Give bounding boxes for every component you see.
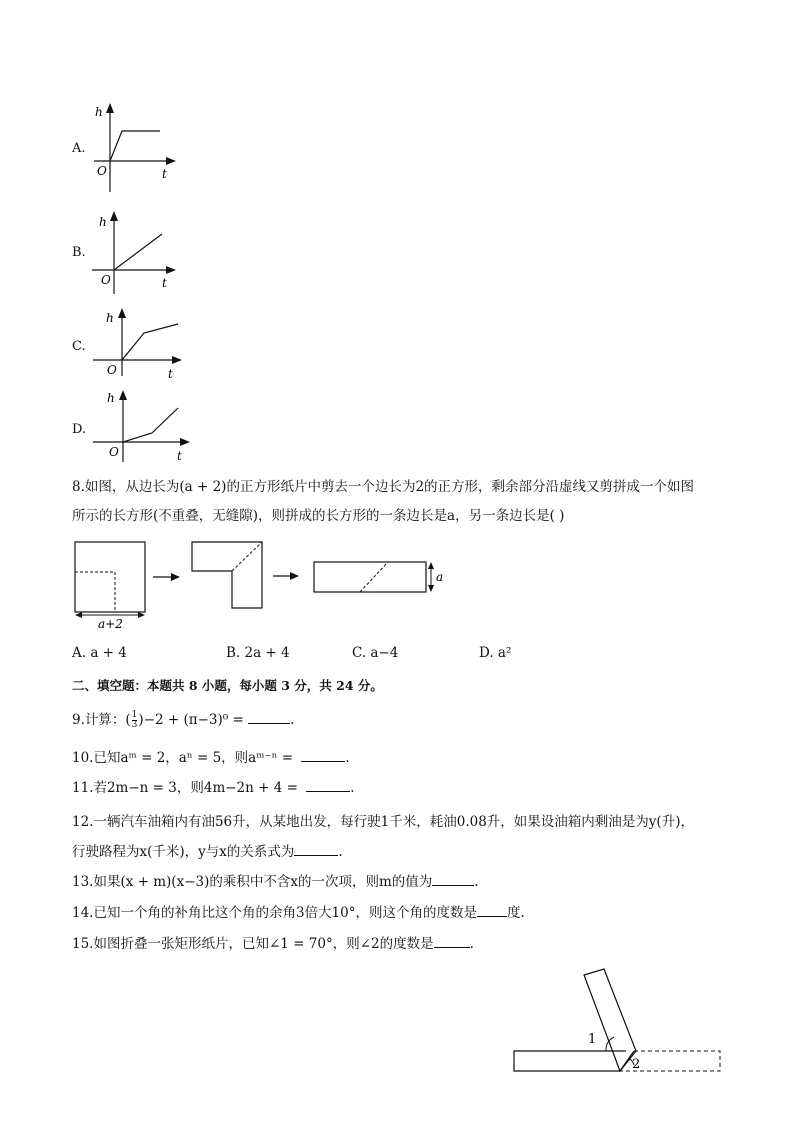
q9-blank[interactable] [248, 711, 290, 724]
q9-fraction: $\frac{1}{3}$ [131, 710, 138, 730]
fold-folded-part [584, 969, 636, 1071]
q15: 15.如图折叠一张矩形纸片，已知∠1 = 70°，则∠2的度数是 . [72, 936, 474, 952]
q12-line2: 行驶路程为x(千米)，y与x的关系式为 [72, 844, 295, 860]
q11-text: 11.若2m−n = 3，则4m−2n + 4 = [72, 780, 303, 796]
option-b-label: B. [72, 245, 86, 260]
q8-label-a2: a+2 [98, 617, 123, 631]
graph-d [90, 386, 200, 466]
graph-c-h: h [106, 311, 114, 325]
q8-option-c: C. a−4 [352, 645, 399, 661]
q13: 13.如果(x + m)(x−3)的乘积中不含x的一次项，则m的值为 . [72, 874, 479, 890]
graph-c [90, 302, 190, 382]
q8-option-b: B. 2a + 4 [226, 645, 290, 661]
graph-a-h: h [95, 105, 103, 119]
angle-1-label: 1 [588, 1032, 597, 1047]
fold-strip-solid [514, 1051, 626, 1071]
graph-b-o: O [101, 273, 111, 287]
q10: 10.已知aᵐ = 2，aⁿ = 5，则aᵐ⁻ⁿ = . [72, 750, 350, 766]
graph-c-curve [122, 324, 178, 360]
q8-line2: 所示的长方形(不重叠，无缝隙)，则拼成的长方形的一条边长是a，另一条边长是( ) [72, 508, 565, 524]
q15-text: 15.如图折叠一张矩形纸片，已知∠1 = 70°，则∠2的度数是 [72, 936, 434, 952]
option-d-label: D. [72, 422, 87, 437]
q9: 9.计算：( $\frac{1}{3}$ )−2 + (π−3)⁰ = . [72, 710, 295, 730]
q10-text: 10.已知aᵐ = 2，aⁿ = 5，则aᵐ⁻ⁿ = [72, 750, 298, 766]
q8-rectangle [314, 562, 426, 592]
fold-figure [508, 965, 726, 1077]
q13-blank[interactable] [432, 873, 474, 886]
q11-blank[interactable] [306, 779, 350, 792]
graph-b-t: t [162, 276, 167, 290]
q11: 11.若2m−n = 3，则4m−2n + 4 = . [72, 780, 355, 796]
q14-suffix: 度. [507, 905, 525, 921]
q10-blank[interactable] [301, 749, 345, 762]
q14-text: 14.已知一个角的补角比这个角的余角3倍大10°，则这个角的度数是 [72, 905, 477, 921]
graph-d-t: t [177, 449, 182, 463]
q9-expr: −2 + (π−3)⁰ = [143, 712, 249, 728]
q8-figure [70, 536, 460, 632]
q8-cut-square [75, 572, 115, 612]
graph-c-t: t [168, 367, 173, 381]
graph-d-o: O [109, 445, 119, 459]
q13-text: 13.如果(x + m)(x−3)的乘积中不含x的一次项，则m的值为 [72, 874, 433, 890]
q14-blank[interactable] [477, 904, 507, 917]
graph-a-curve [110, 131, 160, 161]
graph-b [90, 206, 190, 298]
graph-a-o: O [97, 164, 107, 178]
q8-line1: 8.如图，从边长为(a + 2)的正方形纸片中剪去一个边长为2的正方形，剩余部分沿虚线又剪拼成一个如图 [72, 479, 695, 495]
graph-c-o: O [107, 363, 117, 377]
q15-blank[interactable] [434, 935, 470, 948]
angle-2-label: 2 [632, 1057, 641, 1072]
graph-a-t: t [162, 167, 167, 181]
option-a-label: A. [72, 141, 86, 156]
q9-prefix: 9.计算： [72, 712, 126, 728]
q8-option-d: D. a² [479, 645, 512, 661]
graph-b-curve [114, 234, 162, 270]
q14 [72, 903, 525, 923]
option-c-label: C. [72, 339, 86, 354]
graph-d-h: h [107, 391, 115, 405]
q8-option-a: A. a + 4 [72, 645, 127, 661]
section-2-heading: 二、填空题：本题共 8 小题，每小题 3 分，共 24 分。 [72, 678, 383, 693]
graph-a [90, 100, 190, 195]
graph-b-h: h [99, 215, 107, 229]
graph-a-x-arrow [166, 157, 176, 165]
graph-d-curve [123, 408, 178, 442]
q12-line2-wrap: 行驶路程为x(千米)，y与x的关系式为 . [72, 844, 343, 860]
q12-blank[interactable] [294, 843, 338, 856]
q8-big-square [75, 542, 145, 612]
q8-label-a: a [436, 570, 444, 584]
q12-line1: 12.一辆汽车油箱内有油56升，从某地出发，每行驶1千米，耗油0.08升，如果设油箱内剩油是为y(升)， [72, 814, 694, 830]
graph-a-y-arrow [106, 103, 114, 113]
